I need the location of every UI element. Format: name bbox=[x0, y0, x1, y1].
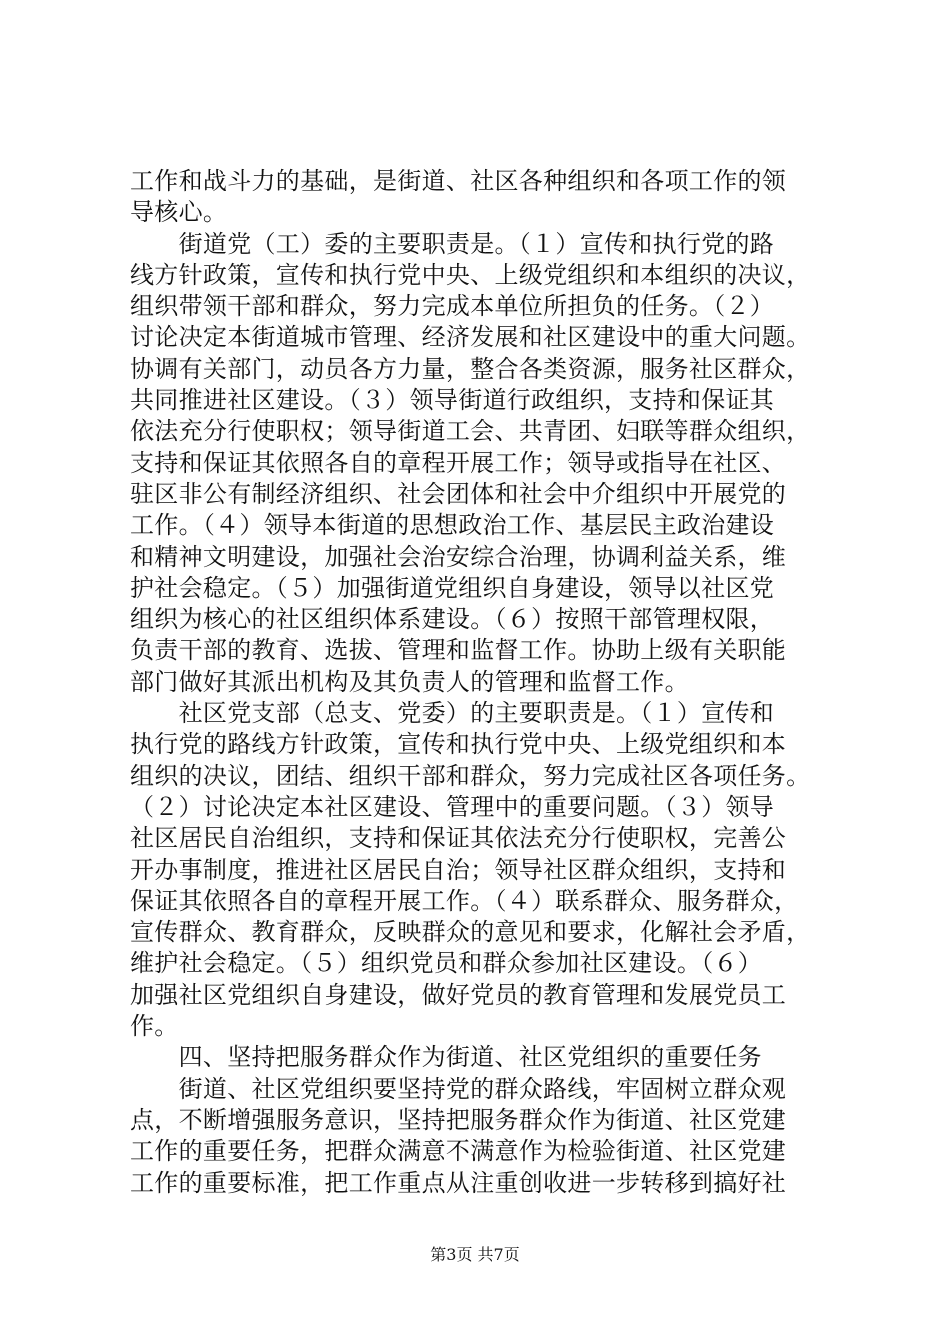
page-number-footer: 第3页 共7页 bbox=[430, 1245, 520, 1264]
text-line: 支持和保证其依照各自的章程开展工作；领导或指导在社区、 bbox=[130, 448, 787, 477]
document-body bbox=[130, 166, 830, 1199]
text-line: 社区居民自治组织，支持和保证其依法充分行使职权，完善公 bbox=[130, 824, 787, 853]
text-line: 共同推进社区建设。（３）领导街道行政组织，支持和保证其 bbox=[130, 386, 775, 415]
text-line: 社区党支部（总支、党委）的主要职责是。（１）宣传和 bbox=[130, 699, 775, 728]
text-line: 维护社会稳定。（５）组织党员和群众参加社区建设。（６） bbox=[130, 949, 763, 978]
text-line: 街道、社区党组织要坚持党的群众路线，牢固树立群众观 bbox=[130, 1074, 787, 1103]
section-heading: 四、坚持把服务群众作为街道、社区党组织的重要任务 bbox=[130, 1043, 762, 1072]
text-line: 宣传群众、教育群众，反映群众的意见和要求，化解社会矛盾， bbox=[130, 918, 811, 947]
text-line: 执行党的路线方针政策，宣传和执行党中央、上级党组织和本 bbox=[130, 730, 787, 759]
text-line: 组织带领干部和群众，努力完成本单位所担负的任务。（２） bbox=[130, 292, 775, 321]
text-line: 工作和战斗力的基础，是街道、社区各种组织和各项工作的领 bbox=[130, 167, 787, 195]
text-line: 点，不断增强服务意识，坚持把服务群众作为街道、社区党建 bbox=[130, 1105, 787, 1134]
text-line: 工作。（４）领导本街道的思想政治工作、基层民主政治建设 bbox=[130, 511, 775, 540]
text-line: 导核心。 bbox=[130, 198, 228, 227]
text-line: 护社会稳定。（５）加强街道党组织自身建设，领导以社区党 bbox=[130, 573, 775, 602]
text-line: 组织的决议，团结、组织干部和群众，努力完成社区各项任务。 bbox=[130, 761, 811, 790]
text-line: 街道党（工）委的主要职责是。（１）宣传和执行党的路 bbox=[130, 229, 775, 258]
text-line: 保证其依照各自的章程开展工作。（４）联系群众、服务群众， bbox=[130, 886, 799, 915]
text-line: 工作的重要标准，把工作重点从注重创收进一步转移到搞好社 bbox=[130, 1168, 787, 1197]
text-line: 工作的重要任务，把群众满意不满意作为检验街道、社区党建 bbox=[130, 1137, 787, 1166]
text-line: 和精神文明建设，加强社会治安综合治理，协调利益关系，维 bbox=[130, 542, 787, 571]
text-line: 负责干部的教育、选拔、管理和监督工作。协助上级有关职能 bbox=[130, 636, 787, 665]
text-line: 组织为核心的社区组织体系建设。（６）按照干部管理权限， bbox=[130, 605, 775, 634]
text-line: （２）讨论决定本社区建设、管理中的重要问题。（３）领导 bbox=[130, 792, 775, 821]
text-line: 作。 bbox=[130, 1012, 179, 1041]
text-line: 线方针政策，宣传和执行党中央、上级党组织和本组织的决议， bbox=[130, 260, 811, 289]
text-line: 协调有关部门，动员各方力量，整合各类资源，服务社区群众， bbox=[130, 354, 811, 383]
text-line: 部门做好其派出机构及其负责人的管理和监督工作。 bbox=[130, 667, 689, 696]
text-line: 讨论决定本街道城市管理、经济发展和社区建设中的重大问题。 bbox=[130, 323, 811, 352]
text-line: 依法充分行使职权；领导街道工会、共青团、妇联等群众组织， bbox=[130, 417, 811, 446]
text-line: 开办事制度，推进社区居民自治；领导社区群众组织，支持和 bbox=[130, 855, 787, 884]
text-line: 加强社区党组织自身建设，做好党员的教育管理和发展党员工 bbox=[130, 980, 787, 1009]
text-line: 驻区非公有制经济组织、社会团体和社会中介组织中开展党的 bbox=[130, 479, 787, 508]
